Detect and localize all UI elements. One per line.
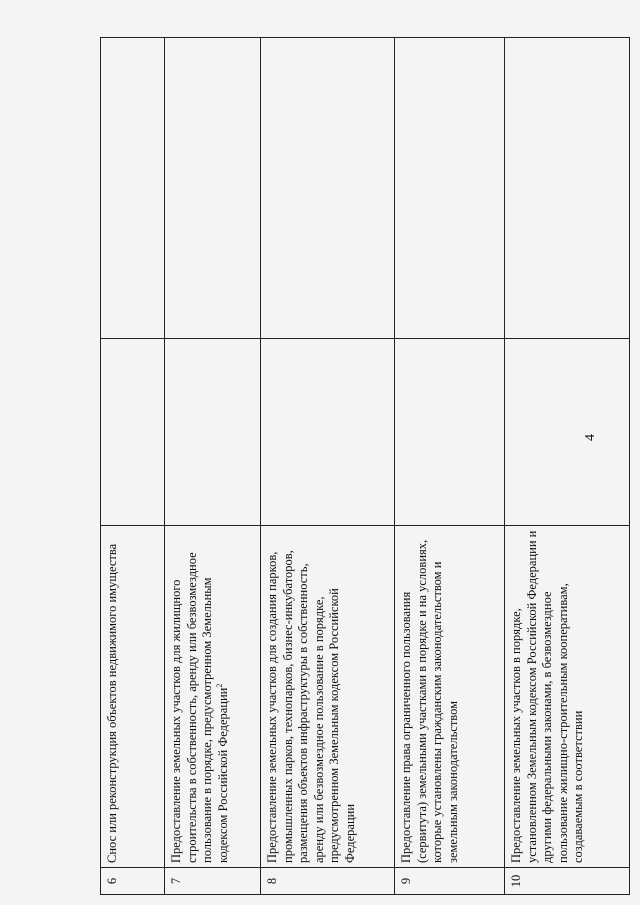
row-number: 9 <box>395 868 505 895</box>
row-text: Предоставление земельных участков в порядке, установленном Земельным кодексом Российской Федерации и другими федеральными законами, в безвозмездное пользование жилищно-строительным кооперативам, создаваемым в соответствии <box>509 530 585 863</box>
page-number: 4 <box>583 434 598 441</box>
row-description <box>395 526 505 868</box>
row-number: 8 <box>261 868 395 895</box>
table-row <box>101 38 165 895</box>
table-row <box>165 38 261 895</box>
row-description <box>101 526 165 868</box>
empty-cell <box>395 339 505 526</box>
empty-cell <box>101 339 165 526</box>
row-description <box>261 526 395 868</box>
empty-cell <box>505 339 630 526</box>
empty-cell <box>261 38 395 339</box>
row-text: Предоставление земельных участков для жилищного строительства в собственность, аренду или безвозмездное пользование в порядке, предусмотренном Земельным кодексом Российской Федерации <box>169 552 230 863</box>
table-row <box>395 38 505 895</box>
empty-cell <box>165 339 261 526</box>
row-text: Предоставление земельных участков для создания парков, промышленных парков, технопарков, бизнес-инкубаторов, размещения объектов инфраструктуры в собственность, аренду или безвозмездное пользование в порядке, предусмотренном Земельным кодексом Российской Федерации <box>265 550 357 863</box>
procedures-table <box>100 37 630 895</box>
empty-cell <box>101 38 165 339</box>
table-wrapper <box>100 37 630 895</box>
row-description <box>505 526 630 868</box>
row-description <box>165 526 261 868</box>
row-number: 6 <box>101 868 165 895</box>
empty-cell <box>165 38 261 339</box>
row-number: 7 <box>165 868 261 895</box>
empty-cell <box>505 38 630 339</box>
row-text: Снос или реконструкция объектов недвижимого имущества <box>105 543 119 863</box>
table-row <box>505 38 630 895</box>
empty-cell <box>395 38 505 339</box>
row-text: Предоставление права ограниченного пользования (сервитута) земельными участками в порядке и на условиях, которые установлены гражданским законодательством и земельным законодательством <box>399 539 460 863</box>
empty-cell <box>261 339 395 526</box>
footnote-mark: 2 <box>214 683 224 688</box>
table-row <box>261 38 395 895</box>
row-number: 10 <box>505 868 630 895</box>
